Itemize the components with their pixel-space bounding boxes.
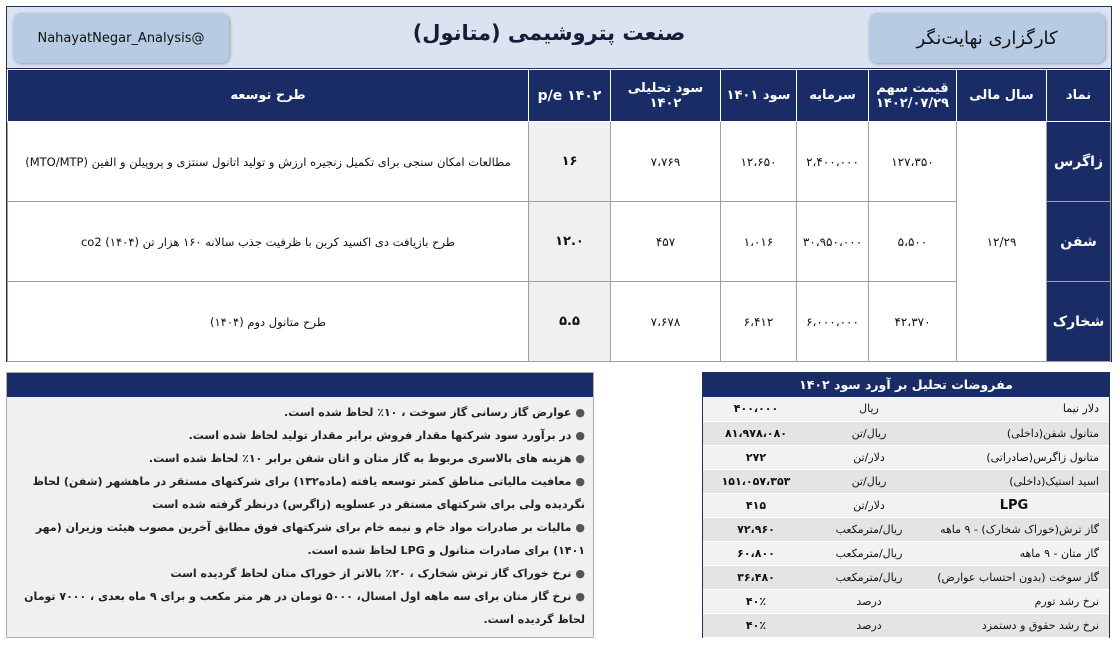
assumption-value: ۳۶،۴۸۰: [703, 565, 809, 589]
assumption-value: ۴۱۵: [703, 493, 809, 517]
col-price: [869, 70, 957, 122]
row-nemad: شخارک: [1047, 282, 1111, 362]
assumption-row: [703, 421, 1109, 445]
assumption-name: نرخ رشد تورم: [929, 589, 1109, 613]
assumption-unit: ریال/تن: [809, 421, 929, 445]
assumption-row: [703, 565, 1109, 589]
assumption-unit: ریال: [809, 397, 929, 421]
assumption-value: ۶۰،۸۰۰: [703, 541, 809, 565]
row-nemad: شفن: [1047, 202, 1111, 282]
note-item: [15, 470, 585, 516]
profit-1401-cell: ۶،۴۱۲: [721, 282, 797, 362]
assumption-row: [703, 613, 1109, 637]
assumption-name: اسید استیک(داخلی): [929, 469, 1109, 493]
assumption-row: [703, 469, 1109, 493]
col-profit-1401: سود ۱۴۰۱: [721, 70, 797, 122]
note-item: [15, 424, 585, 447]
main-panel: [6, 6, 1112, 362]
table-row: [8, 202, 1111, 282]
col-price-line2: ۱۴۰۲/۰۷/۲۹: [876, 95, 949, 111]
col-fiscal-year: سال مالی: [957, 70, 1047, 122]
note-item: [15, 562, 585, 585]
pe-cell: ۱۶: [529, 122, 611, 202]
note-text: در برآورد سود شرکتها مقدار فروش برابر مقدار تولید لحاظ شده است.: [188, 429, 572, 442]
assumption-row: [703, 493, 1109, 517]
capital-cell: ۶،۰۰۰،۰۰۰: [797, 282, 869, 362]
col-nemad: نماد: [1047, 70, 1111, 122]
assumption-name: LPG: [929, 493, 1109, 517]
note-text: عوارض گاز رسانی گاز سوخت ، ۱۰٪ لحاظ شده است.: [284, 406, 572, 419]
pe-cell: ۵.۵: [529, 282, 611, 362]
pe-cell: ۱۲.۰: [529, 202, 611, 282]
col-capital: سرمایه: [797, 70, 869, 122]
table-row: [8, 122, 1111, 202]
col-pe-1402: p/e ۱۴۰۲: [529, 70, 611, 122]
col-profit-1402: سود تحلیلی ۱۴۰۲: [611, 70, 721, 122]
note-text: مالیات بر صادرات مواد خام و نیمه خام برای شرکتهای فوق مطابق آخرین مصوب هیئت وزیران (مهر ۱۴۰۱) برای صادرات متانول و LPG لحاظ شده است.: [35, 521, 585, 557]
plan-cell: مطالعات امکان سنجی برای تکمیل زنجیره ارزش و تولید اتانول سنتزی و پروپیلن و الفین (MTO/MTP): [8, 122, 529, 202]
assumption-unit: ریال/تن: [809, 469, 929, 493]
price-cell: ۴۲،۳۷۰: [869, 282, 957, 362]
assumption-name: گاز متان - ۹ ماهه: [929, 541, 1109, 565]
assumption-value: ۴۰٪: [703, 589, 809, 613]
analysis-handle-badge: NahayatNegar_Analysis@: [13, 13, 229, 63]
page-title: صنعت پتروشیمی (متانول): [412, 21, 686, 45]
col-price-line1: قیمت سهم: [876, 80, 949, 96]
assumption-row: [703, 445, 1109, 469]
price-cell: ۵،۵۰۰: [869, 202, 957, 282]
note-item: [15, 585, 585, 631]
note-item: [15, 516, 585, 562]
bullet-icon: ●: [575, 567, 585, 580]
profit-1401-cell: ۱،۰۱۶: [721, 202, 797, 282]
capital-cell: ۲،۴۰۰،۰۰۰: [797, 122, 869, 202]
assumption-unit: ریال/مترمکعب: [809, 517, 929, 541]
assumption-unit: درصد: [809, 589, 929, 613]
assumption-name: نرخ رشد حقوق و دستمزد: [929, 613, 1109, 637]
stock-table: [7, 69, 1111, 362]
assumption-name: گاز سوخت (بدون احتساب عوارض): [929, 565, 1109, 589]
plan-cell: طرح بازیافت دی اکسید کربن با ظرفیت جذب سالانه ۱۶۰ هزار تن co2 (۱۴۰۴): [8, 202, 529, 282]
profit-1402-cell: ۴۵۷: [611, 202, 721, 282]
assumption-name: گاز ترش(خوراک شخارک) - ۹ ماهه: [929, 517, 1109, 541]
assumption-unit: درصد: [809, 613, 929, 637]
assumption-unit: ریال/مترمکعب: [809, 541, 929, 565]
profit-1402-cell: ۷،۶۷۸: [611, 282, 721, 362]
assumption-row: [703, 541, 1109, 565]
note-text: نرخ گاز متان برای سه ماهه اول امسال، ۵۰۰۰ تومان در هر متر مکعب و برای ۹ ماه بعدی ، ۷۰۰۰ تومان لحاظ گردیده است.: [24, 590, 585, 626]
price-cell: ۱۲۷،۳۵۰: [869, 122, 957, 202]
assumption-value: ۴۰٪: [703, 613, 809, 637]
broker-name-badge: کارگزاری نهایت‌نگر: [869, 13, 1105, 63]
bullet-icon: ●: [575, 452, 585, 465]
col-dev-plan: طرح توسعه: [8, 70, 529, 122]
assumption-name: دلار نیما: [929, 397, 1109, 421]
assumption-row: [703, 397, 1109, 421]
note-text: معافیت مالیاتی مناطق کمتر توسعه یافته (ماده۱۳۲) برای شرکتهای مستقر در ماهشهر (شفن) لحاظ نگردیده ولی برای شرکتهای مستقر در عسلویه (زاگرس) درنظر گرفته شده است: [32, 475, 585, 511]
table-header-row: [8, 70, 1111, 122]
assumption-value: ۷۲،۹۶۰: [703, 517, 809, 541]
assumption-row: [703, 517, 1109, 541]
header-bar: [7, 7, 1111, 69]
profit-1402-cell: ۷،۷۶۹: [611, 122, 721, 202]
bullet-icon: ●: [575, 429, 585, 442]
capital-cell: ۳۰،۹۵۰،۰۰۰: [797, 202, 869, 282]
assumption-value: ۸۱،۹۷۸،۰۸۰: [703, 421, 809, 445]
assumption-unit: دلار/تن: [809, 445, 929, 469]
assumption-value: ۱۵۱،۰۵۷،۳۵۳: [703, 469, 809, 493]
assumption-value: ۴۰۰،۰۰۰: [703, 397, 809, 421]
bullet-icon: ●: [575, 406, 585, 419]
assumptions-title: مفروضات تحلیل بر آورد سود ۱۴۰۲: [703, 373, 1109, 397]
profit-1401-cell: ۱۲،۶۵۰: [721, 122, 797, 202]
plan-cell: طرح متانول دوم (۱۴۰۴): [8, 282, 529, 362]
row-nemad: زاگرس: [1047, 122, 1111, 202]
assumption-name: متانول شفن(داخلی): [929, 421, 1109, 445]
bullet-icon: ●: [575, 475, 585, 488]
assumption-unit: ریال/مترمکعب: [809, 565, 929, 589]
assumption-row: [703, 589, 1109, 613]
note-item: [15, 447, 585, 470]
bullet-icon: ●: [575, 590, 585, 603]
note-text: نرخ خوراک گاز ترش شخارک ، ۲۰٪ بالاتر از خوراک متان لحاظ گردیده است: [170, 567, 572, 580]
notes-list: [7, 397, 593, 631]
assumptions-panel: [702, 372, 1110, 638]
assumptions-table: [703, 397, 1109, 638]
fiscal-year-cell: ۱۲/۲۹: [957, 122, 1047, 362]
note-item: [15, 401, 585, 424]
note-text: هزینه های بالاسری مربوط به گاز متان و اتان شفن برابر ۱۰٪ لحاظ شده است.: [148, 452, 572, 465]
notes-header: [7, 373, 593, 397]
assumption-unit: دلار/تن: [809, 493, 929, 517]
notes-panel: [6, 372, 594, 638]
bullet-icon: ●: [575, 521, 585, 534]
table-row: [8, 282, 1111, 362]
assumption-value: ۲۷۲: [703, 445, 809, 469]
assumption-name: متانول زاگرس(صادراتی): [929, 445, 1109, 469]
